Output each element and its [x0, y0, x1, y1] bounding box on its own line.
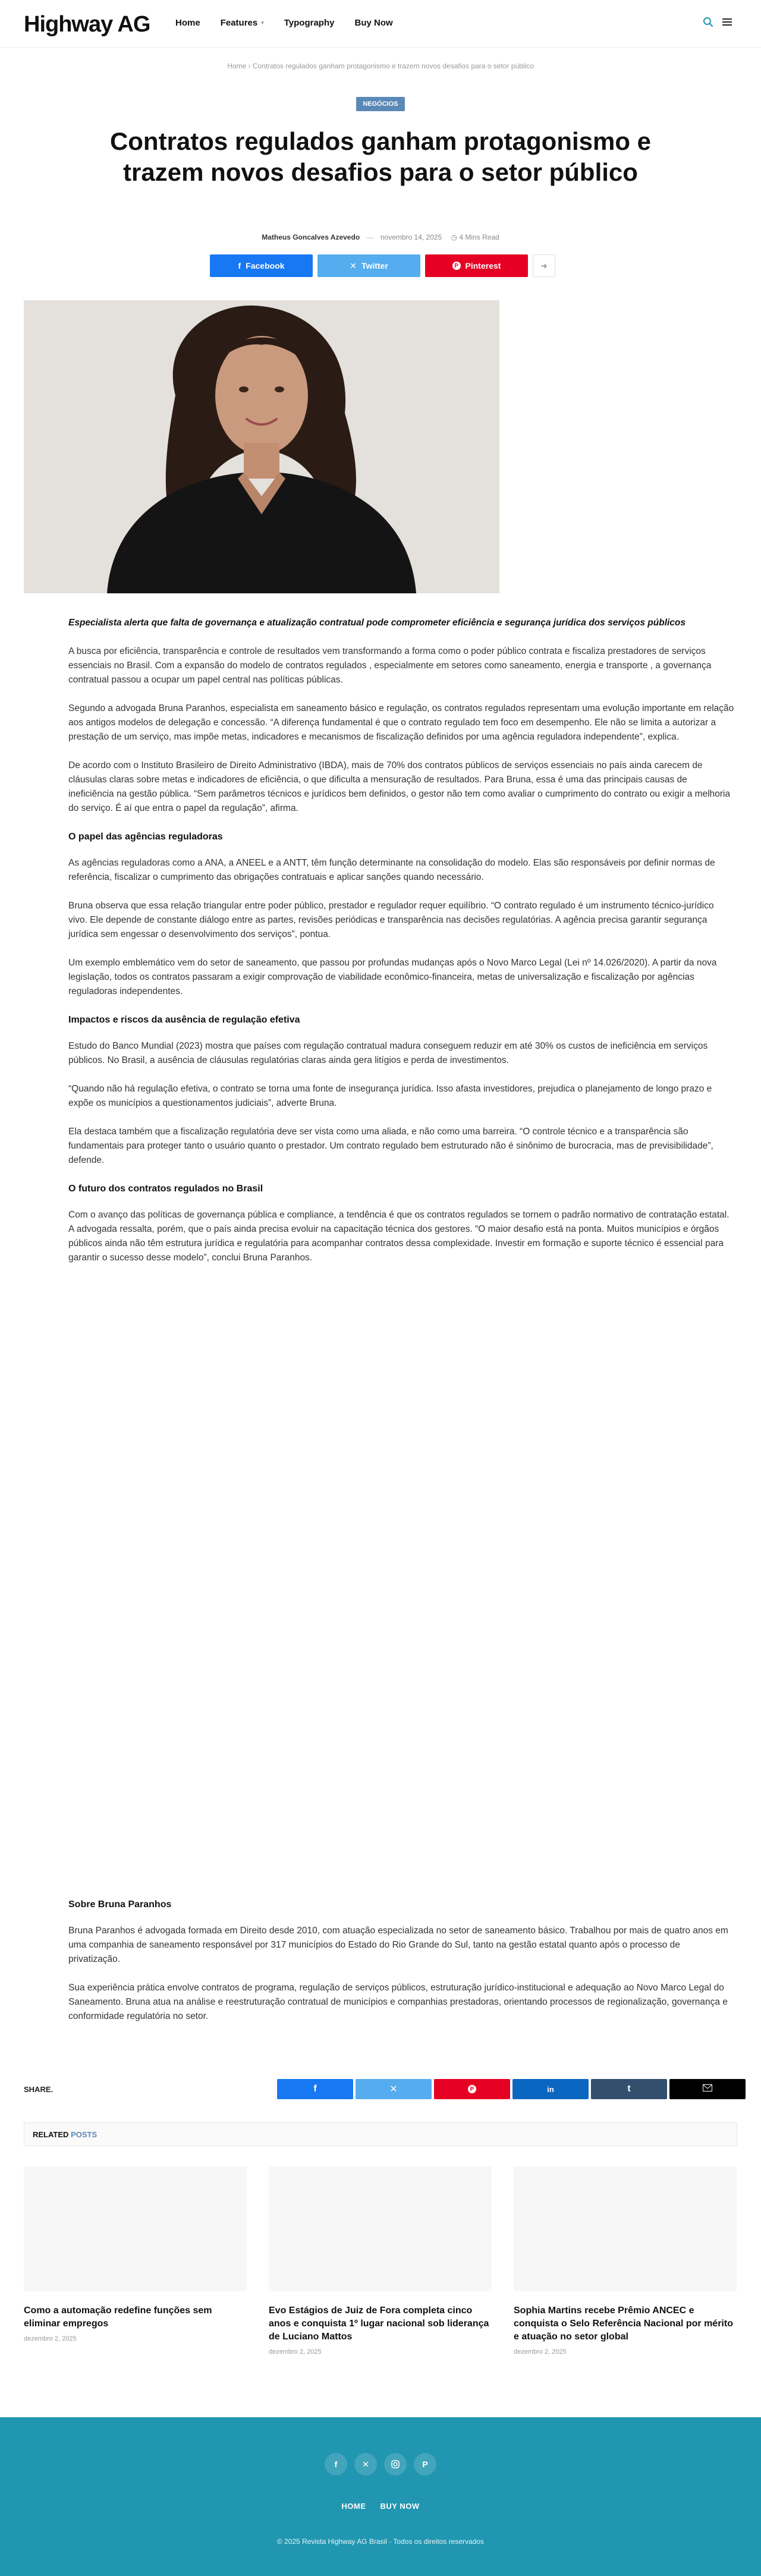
x-icon: ✕ — [389, 2084, 398, 2094]
related-posts — [24, 2122, 737, 2355]
share-facebook-button[interactable] — [277, 2079, 353, 2099]
related-title[interactable]: Sophia Martins recebe Prêmio ANCEC e conquista o Selo Referência Nacional por mérito e atuação no setor global — [514, 2305, 733, 2342]
breadcrumb[interactable]: Home › Contratos regulados ganham protagonismo e trazem novos desafios para o setor público — [227, 62, 534, 70]
paragraph: “Quando não há regulação efetiva, o contrato se torna uma fonte de insegurança jurídica. Isso afasta investidores, prejudica o planejamento de longo prazo e expõe os municípios a questionamentos judiciais”, adverte Bruna. — [68, 1084, 712, 1108]
instagram-icon[interactable] — [384, 2453, 407, 2476]
paragraph: Bruna observa que essa relação triangular entre poder público, prestador e regulador requer equilíbrio. “O contrato regulado é um instrumento técnico-jurídico vivo. Ele depende de constante diálogo entre as partes, revisões periódicas e transparência nas decisões regulatórias. A agência precisa garantir segurança jurídica sem engessar o desenvolvimento dos serviços”, pontua. — [68, 901, 714, 939]
footer-link-home[interactable]: HOME — [341, 2502, 366, 2511]
share-bottom-buttons — [277, 2079, 746, 2099]
article-title: Contratos regulados ganham protagonismo e trazem novos desafios para o setor público — [109, 127, 652, 186]
header-icons — [703, 17, 732, 30]
section-heading: Sobre Bruna Paranhos — [68, 1899, 172, 1910]
nav-typography[interactable]: Typography — [284, 18, 335, 28]
share-tumblr-button[interactable] — [591, 2079, 667, 2099]
paragraph: As agências reguladoras como a ANA, a ANEEL e a ANTT, têm função determinante na consolidação do modelo. Elas são responsáveis por definir normas de referência, fiscalizar o cumprimento das obrigações contratuais e aplicar sanções quando necessário. — [68, 858, 715, 882]
paragraph: Segundo a advogada Bruna Paranhos, especialista em saneamento básico e regulação, os contratos regulados representam uma evolução importante em relação aos antigos modelos de delegação e concessão. “A diferença fundamental é que o contrato regulado tem foco em desempenho. Ele não se limita a autorizar a prestação de um serviço, mas impõe metas, indicadores e mecanismos de fiscalização definidos por uma agência reguladora independente”, explica. — [68, 703, 734, 742]
paragraph: A busca por eficiência, transparência e controle de resultados vem transformando a forma como o poder público contrata e fiscaliza prestadores de serviços essenciais no Brasil. Com a expansão do modelo de contratos regulados , especialmente em setores como saneamento, energia e transporte , a governança contratual passou a ocupar um papel central nas políticas públicas. — [68, 646, 712, 685]
share-icon: ➜ — [540, 260, 548, 271]
share-bottom — [24, 2079, 737, 2099]
article-lead: Especialista alerta que falta de governança e atualização contratual pode comprometer eficiência e segurança jurídica dos serviços públicos — [68, 618, 686, 628]
share-facebook-button[interactable]: f Facebook — [210, 254, 313, 277]
footer-copyright: © 2025 Revista Highway AG Brasil - Todos os direitos reservados — [276, 2537, 485, 2546]
paragraph: Um exemplo emblemático vem do setor de saneamento, que passou por profundas mudanças após o Novo Marco Legal (Lei nº 14.026/2020). A partir da nova legislação, todos os contratos passaram a exigir comprovação de viabilidade econômico-financeira, metas de universalização e fiscalização por agências reguladoras independentes. — [68, 958, 717, 996]
share-label: SHARE. — [24, 2085, 54, 2094]
section-heading: O futuro dos contratos regulados no Brasil — [68, 1184, 263, 1194]
author-name[interactable]: Matheus Goncalves Azevedo — [262, 233, 360, 241]
paragraph: Com o avanço das políticas de governança pública e compliance, a tendência é que os contratos regulados se tornem o padrão normativo de contratação estatal. A advogada ressalta, porém, que o país ainda precisa evoluir na capacitação técnica dos gestores. “O maior desafio está na ponta. Muitos municípios e órgãos públicos ainda não têm estrutura jurídica e regulatória para acompanhar contratos dessa complexidade. Investir em formação e suporte técnico é essencial para garantir o sucesso desse modelo”, conclui Bruna Paranhos. — [68, 1210, 729, 1263]
category-badge[interactable]: NEGÓCIOS — [356, 97, 405, 111]
site-header — [0, 0, 761, 48]
share-email-button[interactable] — [669, 2079, 746, 2099]
related-date: dezembro 2, 2025 — [514, 2348, 567, 2355]
nav-home[interactable]: Home — [175, 18, 200, 28]
related-date: dezembro 2, 2025 — [24, 2335, 77, 2342]
paragraph: Ela destaca também que a fiscalização regulatória deve ser vista como uma aliada, e não como uma barreira. “O controle técnico e a transparência são fundamentais para proteger tanto o usuário quanto o prestador. Um contrato regulado bem estruturado não é sinônimo de burocracia, mas de previsibilidade”, defende. — [68, 1127, 713, 1165]
related-thumbnail[interactable] — [514, 2166, 737, 2291]
related-card[interactable] — [514, 2166, 737, 2355]
related-card[interactable] — [24, 2166, 247, 2355]
clock-icon: ◷ — [451, 233, 458, 241]
site-logo[interactable]: Highway AG — [24, 12, 150, 37]
related-cards — [24, 2166, 737, 2355]
facebook-icon[interactable]: f — [325, 2453, 347, 2476]
paragraph: Bruna Paranhos é advogada formada em Direito desde 2010, com atuação especializada no setor de saneamento básico. Trabalhou por mais de quatro anos em uma companhia de saneamento responsável por 317 municípios do Estado do Rio Grande do Sul, tanto na gestão estatal quanto após o processo de privatização. — [68, 1926, 728, 1964]
share-pinterest-button[interactable]: P Pinterest — [425, 254, 528, 277]
share-pinterest-button[interactable] — [434, 2079, 510, 2099]
footer-link-buy-now[interactable]: BUY NOW — [380, 2502, 420, 2511]
related-card[interactable] — [269, 2166, 492, 2355]
paragraph: Estudo do Banco Mundial (2023) mostra que países com regulação contratual madura conseguem reduzir em até 30% os custos de ineficiência em serviços públicos. No Brasil, a ausência de cláusulas regulatórias claras ainda gera litígios e perda de investimentos. — [68, 1041, 708, 1065]
article-body — [68, 616, 734, 1279]
pinterest-icon: P — [452, 262, 461, 270]
facebook-icon: f — [313, 2084, 317, 2094]
footer-links — [0, 2502, 761, 2511]
footer-social — [321, 2453, 440, 2476]
x-icon[interactable]: ✕ — [354, 2453, 377, 2476]
site-footer — [0, 2417, 761, 2576]
paragraph: De acordo com o Instituto Brasileiro de Direito Administrativo (IBDA), mais de 70% dos contratos públicos de serviços essenciais no país ainda carecem de cláusulas claras sobre metas e indicadores de eficiência, o que dificulta a mensuração de resultados. Para Bruna, essa é uma das principais causas de ineficiência na gestão pública. “Sem parâmetros técnicos e jurídicos bem definidos, o gestor não tem como avaliar o cumprimento do contrato ou exigir a melhoria do serviço. É aí que entra o papel da regulação”, afirma. — [68, 760, 731, 813]
paragraph: Sua experiência prática envolve contratos de programa, regulação de serviços públicos, estruturação jurídico-institucional e adequação ao Novo Marco Legal do Saneamento. Bruna atua na análise e reestruturação contratual de municípios e companhias prestadoras, orientando processos de regionalização, governança e conformidade regulatória no setor. — [68, 1983, 728, 2021]
nav-features[interactable]: Features ▾ — [220, 18, 264, 28]
article-meta: Matheus Goncalves Azevedo — novembro 14, 2025 ◷ 4 Mins Read — [262, 233, 499, 241]
nav-buy-now[interactable]: Buy Now — [354, 18, 393, 28]
related-date: dezembro 2, 2025 — [269, 2348, 322, 2355]
share-linkedin-button[interactable] — [512, 2079, 589, 2099]
section-heading: O papel das agências reguladoras — [68, 832, 223, 842]
search-icon[interactable] — [703, 17, 713, 30]
share-top — [210, 254, 555, 277]
main-nav — [175, 18, 393, 28]
related-thumbnail[interactable] — [269, 2166, 492, 2291]
pinterest-icon[interactable]: P — [414, 2453, 436, 2476]
related-title[interactable]: Evo Estágios de Juiz de Fora completa cinco anos e conquista 1º lugar nacional sob liderança de Luciano Mattos — [269, 2305, 489, 2342]
chevron-down-icon: ▾ — [261, 20, 264, 26]
x-icon: ✕ — [350, 260, 357, 271]
related-heading: RELATED POSTS — [24, 2122, 737, 2146]
related-title[interactable]: Como a automação redefine funções sem eliminar empregos — [24, 2305, 212, 2329]
menu-icon[interactable] — [722, 17, 732, 30]
section-heading: Impactos e riscos da ausência de regulação efetiva — [68, 1015, 300, 1025]
featured-image — [24, 300, 499, 593]
share-more-button[interactable] — [533, 254, 555, 277]
share-twitter-button[interactable]: ✕ Twitter — [317, 254, 420, 277]
read-time: 4 Mins Read — [459, 233, 499, 241]
pinterest-icon: P — [468, 2085, 476, 2093]
tumblr-icon: t — [627, 2084, 631, 2094]
linkedin-icon: in — [547, 2084, 554, 2094]
share-x-button[interactable] — [356, 2079, 432, 2099]
publish-date: novembro 14, 2025 — [380, 233, 442, 241]
facebook-icon: f — [238, 261, 241, 271]
email-icon — [703, 2084, 712, 2094]
author-bio-section — [68, 1898, 734, 2038]
related-thumbnail[interactable] — [24, 2166, 247, 2291]
